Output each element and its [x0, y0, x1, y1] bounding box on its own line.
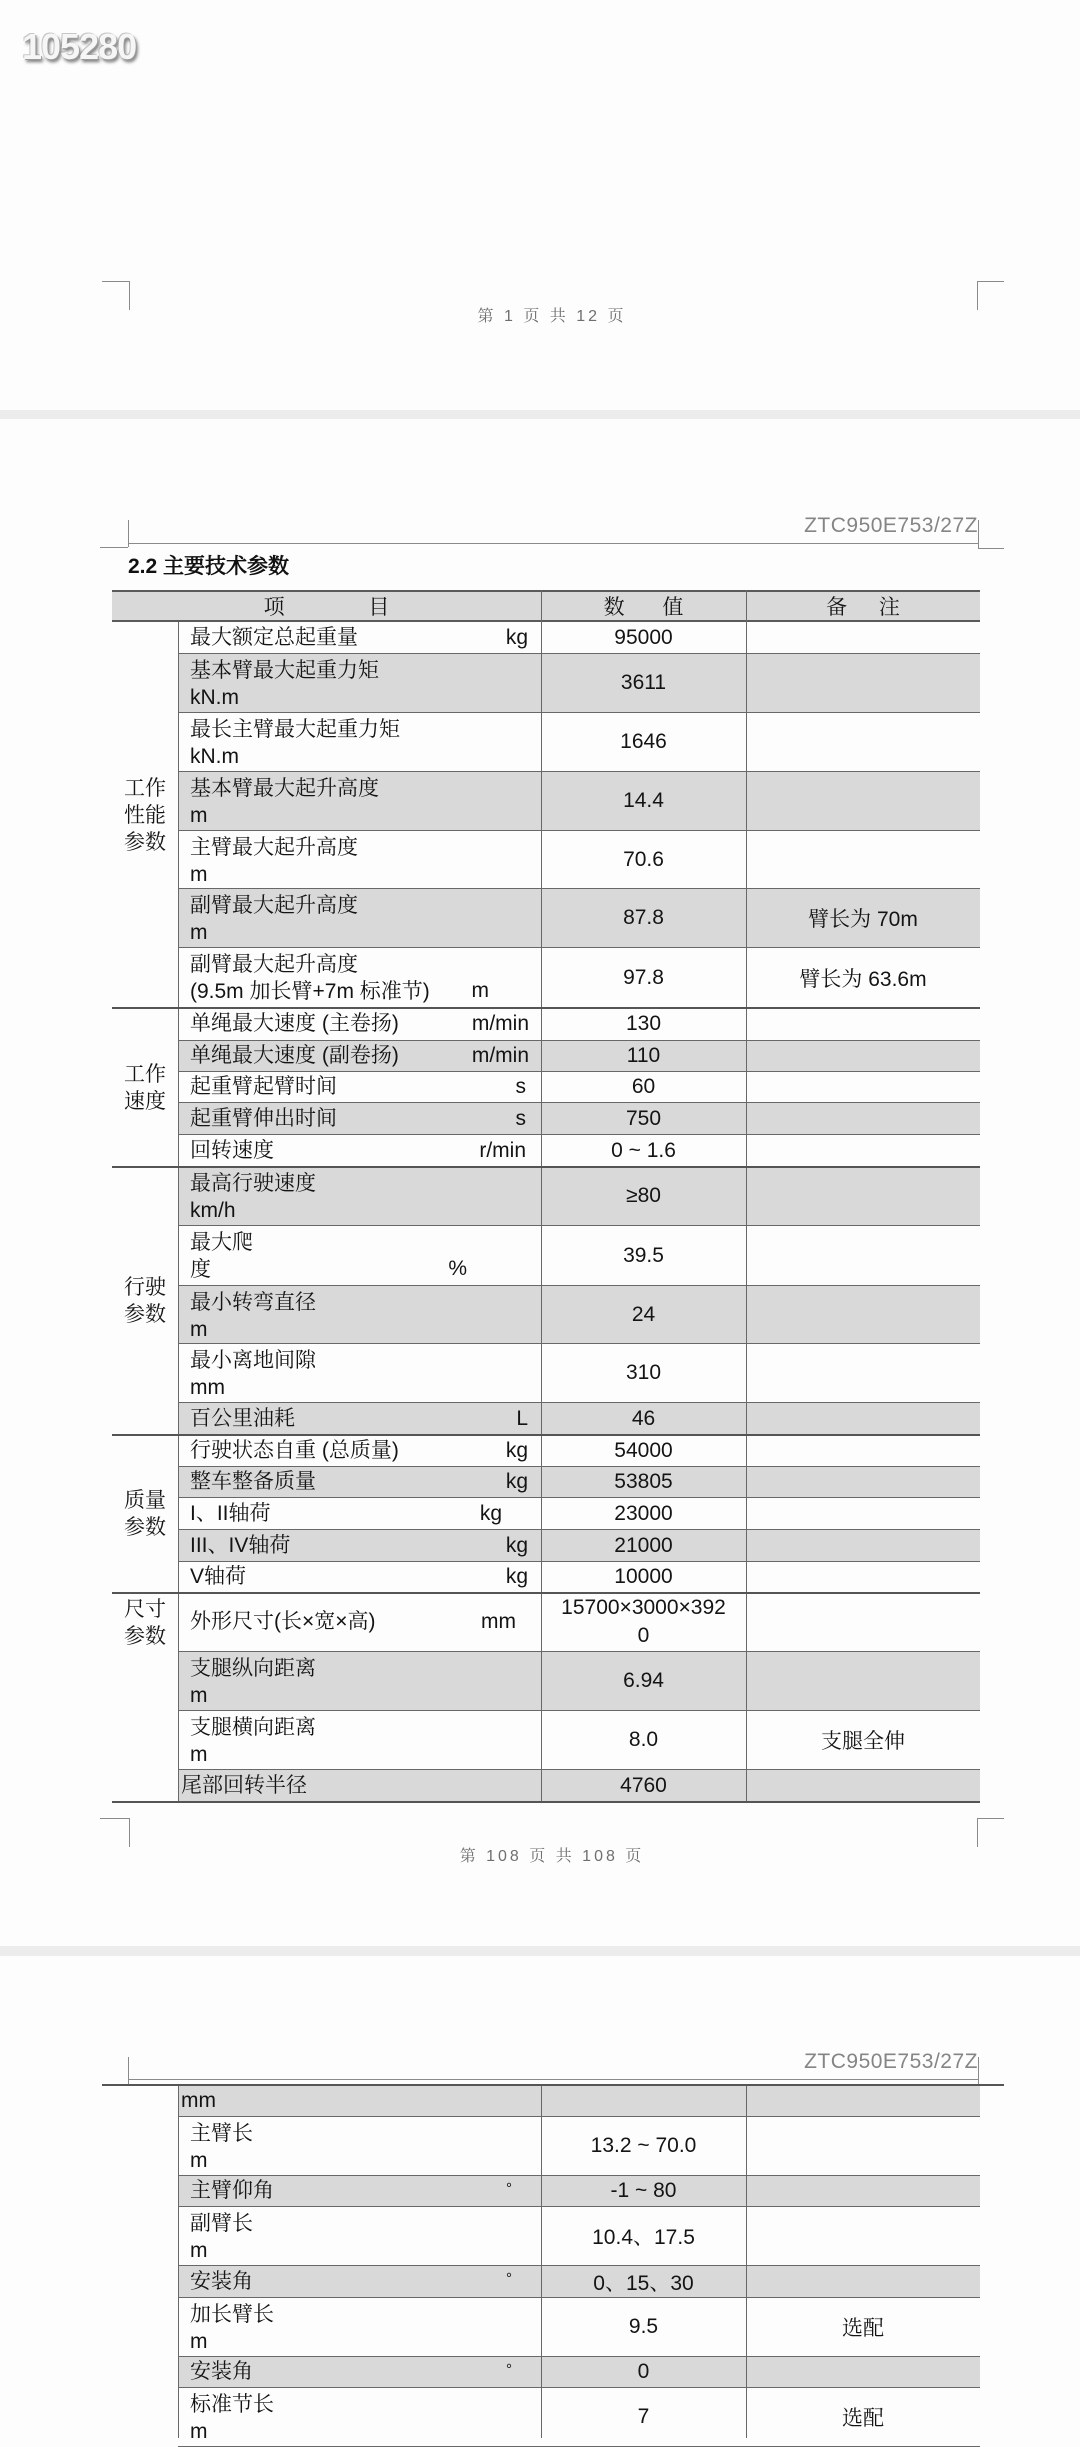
item-unit: m — [471, 979, 489, 1002]
crop-mark — [978, 520, 979, 548]
document-code: ZTC950E753/27Z — [804, 514, 978, 537]
item-unit: kg — [505, 1438, 528, 1462]
item-cell — [178, 1711, 541, 1769]
category-line: 参数 — [124, 830, 166, 854]
remark-cell — [746, 831, 980, 888]
item-cell — [178, 1652, 541, 1710]
value-cell: 46 — [631, 1406, 656, 1430]
item-unit: L — [516, 1406, 528, 1430]
item-name: 安装角 — [190, 2269, 253, 2293]
section-divider — [112, 1166, 980, 1168]
item-name: 最小转弯直径 — [190, 1291, 316, 1314]
value-cell: 95000 — [614, 625, 673, 649]
value-cell: -1 ~ 80 — [610, 2179, 677, 2202]
remark-cell: 选配 — [842, 2317, 884, 2340]
remark-cell — [746, 654, 980, 712]
item-unit: % — [448, 1257, 467, 1280]
item-name: 单绳最大速度 (副卷扬) — [190, 1044, 399, 1067]
page-separator — [0, 1946, 1080, 1956]
table-row — [178, 889, 980, 948]
item-unit: kN.m — [190, 745, 239, 768]
item-cell — [178, 1226, 541, 1285]
item-unit: m — [190, 2420, 208, 2443]
remark-cell — [746, 1467, 980, 1497]
section-divider — [112, 1592, 980, 1594]
value-cell: 8.0 — [628, 1728, 659, 1751]
category-work-speed — [112, 1008, 178, 1167]
value-cell: 310 — [625, 1361, 662, 1384]
item-name: 尾部回转半径 — [181, 1773, 307, 1797]
item-cell — [178, 1167, 541, 1225]
table-top-rule — [102, 2084, 1004, 2086]
value-cell: 1646 — [620, 730, 667, 753]
value-cell: 110 — [626, 1044, 661, 1067]
item-name: 安装角 — [190, 2360, 253, 2383]
item-name: 主臂长 — [190, 2122, 253, 2145]
page-footer: 第 1 页 共 12 页 — [477, 308, 627, 325]
document-code: ZTC950E753/27Z — [804, 2050, 978, 2073]
value-cell: 13.2 ~ 70.0 — [590, 2134, 697, 2157]
value-cell: 60 — [631, 1075, 656, 1098]
crop-mark — [128, 2057, 129, 2085]
value-cell: 0 — [637, 2360, 650, 2383]
item-unit: kN.m — [190, 686, 239, 709]
remark-cell — [746, 1593, 980, 1651]
table-row — [178, 713, 980, 772]
remark-cell — [746, 2117, 980, 2175]
table-row — [178, 1167, 980, 1226]
table-row — [178, 2266, 980, 2298]
item-unit: kg — [505, 625, 528, 649]
remark-cell — [746, 2357, 980, 2387]
item-name: 加长臂长 — [190, 2303, 274, 2326]
column-divider — [178, 622, 179, 1802]
watermark-number: 105280 — [22, 26, 137, 67]
category-line: 尺寸 — [124, 1597, 166, 1621]
item-unit: m — [190, 2330, 208, 2353]
value-cell: 24 — [631, 1302, 656, 1326]
item-unit: s — [515, 1106, 526, 1130]
value-cell: 54000 — [614, 1438, 673, 1462]
item-cell — [178, 654, 541, 712]
item-cell — [178, 1103, 541, 1134]
table-row — [178, 1286, 980, 1344]
item-cell — [178, 622, 541, 653]
item-cell — [178, 1344, 541, 1402]
value-cell: 10.4、17.5 — [592, 2226, 695, 2249]
item-cell — [178, 1403, 541, 1434]
item-unit: r/min — [479, 1138, 526, 1162]
table-row — [178, 1435, 980, 1467]
table-row — [178, 2357, 980, 2388]
item-unit: m/min — [471, 1012, 529, 1035]
remark-cell — [746, 622, 980, 653]
item-unit: m — [190, 804, 208, 827]
table-row — [178, 1498, 980, 1530]
item-name: 副臂最大起升高度 — [190, 894, 358, 917]
item-name: 副臂最大起升高度 — [190, 953, 358, 976]
category-dimensions — [112, 1593, 178, 1652]
item-unit: m — [190, 1743, 208, 1766]
item-unit: m — [190, 863, 208, 886]
table-row — [178, 1530, 980, 1562]
column-divider — [746, 2086, 747, 2438]
remark-cell — [746, 1530, 980, 1561]
item-unit: kg — [505, 1565, 528, 1588]
item-cell — [178, 2298, 541, 2356]
table-row — [178, 654, 980, 713]
item-unit: mm — [181, 2089, 216, 2112]
item-unit: kg — [505, 1470, 528, 1493]
value-cell: 0、15、30 — [593, 2271, 694, 2295]
item-cell — [178, 1562, 541, 1592]
item-cell — [178, 2117, 541, 2175]
table-row — [178, 948, 980, 1008]
category-line: 工作 — [124, 1062, 166, 1086]
item-unit: kg — [505, 1533, 528, 1557]
value-cell: 23000 — [614, 1501, 673, 1525]
value-cell: 10000 — [614, 1565, 673, 1588]
value-cell: 14.4 — [623, 789, 664, 812]
item-unit: km/h — [190, 1199, 236, 1222]
crop-mark — [977, 1818, 1004, 1819]
table-row — [178, 1467, 980, 1498]
value-cell: 87.8 — [623, 906, 664, 929]
column-divider — [746, 590, 747, 1802]
item-name: 最长主臂最大起重力矩 — [190, 718, 400, 741]
item-unit: m — [190, 921, 208, 944]
table-row — [178, 1403, 980, 1435]
value-cell: 97.8 — [623, 965, 664, 989]
category-line: 参数 — [124, 1303, 166, 1326]
item-cell — [178, 2086, 541, 2116]
remark-cell — [746, 2176, 980, 2206]
category-line: 工作 — [124, 776, 166, 800]
item-name: 基本臂最大起升高度 — [190, 777, 379, 800]
table-row — [178, 1008, 980, 1041]
item-cell — [178, 889, 541, 947]
item-name: 最小离地间隙 — [190, 1349, 316, 1372]
table-row — [178, 772, 980, 831]
crop-mark — [102, 281, 129, 282]
column-divider — [541, 590, 542, 1802]
item-name: III、IV轴荷 — [190, 1533, 291, 1557]
item-name: 回转速度 — [190, 1138, 274, 1162]
item-unit: m — [190, 1318, 208, 1341]
remark-cell — [746, 1652, 980, 1710]
page-footer: 第 108 页 共 108 页 — [459, 1848, 645, 1865]
item-cell — [178, 772, 541, 830]
value-cell — [541, 2086, 746, 2116]
remark-cell — [746, 1286, 980, 1343]
item-name: 支腿横向距离 — [190, 1716, 316, 1739]
value-cell: 0 ~ 1.6 — [611, 1138, 676, 1162]
value-cell: 4760 — [620, 1773, 667, 1797]
item-cell — [178, 2176, 541, 2206]
category-mass — [112, 1435, 178, 1593]
item-unit: m — [190, 2149, 208, 2172]
remark-cell — [746, 1498, 980, 1529]
item-unit: mm — [481, 1610, 516, 1633]
item-name: 整车整备质量 — [190, 1470, 316, 1493]
table-row — [178, 1344, 980, 1403]
table-row — [178, 622, 980, 654]
header-remark: 备 注 — [826, 596, 900, 619]
remark-cell — [746, 772, 980, 830]
item-cell — [178, 1435, 541, 1466]
value-cell: 21000 — [614, 1533, 673, 1557]
value-cell: 9.5 — [628, 2315, 659, 2338]
item-cell — [178, 713, 541, 771]
remark-cell: 支腿全伸 — [821, 1730, 905, 1753]
remark-cell — [746, 1041, 980, 1071]
table-row — [178, 1711, 980, 1770]
section-divider — [112, 1434, 980, 1436]
table-row — [178, 1103, 980, 1135]
crop-mark — [978, 2057, 979, 2085]
item-cell — [178, 2266, 541, 2297]
remark-cell — [746, 1226, 980, 1285]
item-unit: m — [190, 2239, 208, 2262]
table-row — [178, 2086, 980, 2117]
item-cell — [178, 948, 541, 1007]
table-row — [178, 2176, 980, 2207]
remark-cell — [746, 2086, 980, 2116]
remark-cell — [746, 1344, 980, 1402]
item-unit: mm — [190, 1376, 225, 1399]
item-name: 最高行驶速度 — [190, 1172, 316, 1195]
table-row — [178, 1135, 980, 1167]
remark-cell: 选配 — [842, 2407, 884, 2430]
header-item: 项 目 — [263, 596, 390, 619]
item-name: I、II轴荷 — [190, 1501, 271, 1525]
item-name: 百公里油耗 — [190, 1406, 295, 1430]
remark-cell — [746, 2207, 980, 2265]
remark-cell — [746, 1770, 980, 1801]
category-driving — [112, 1167, 178, 1435]
item-cell — [178, 1286, 541, 1343]
item-cell — [178, 1770, 541, 1801]
item-name-line2: 度 — [190, 1258, 211, 1281]
category-line: 行驶 — [124, 1276, 166, 1299]
category-line: 质量 — [124, 1489, 166, 1512]
remark-cell — [746, 1008, 980, 1040]
item-name-line2: (9.5m 加长臂+7m 标准节) — [190, 980, 430, 1003]
item-cell — [178, 1135, 541, 1166]
category-line: 参数 — [124, 1624, 166, 1648]
category-work-performance — [112, 622, 178, 1008]
table-row — [178, 1593, 980, 1652]
table-row — [178, 2207, 980, 2266]
remark-cell — [746, 1435, 980, 1466]
item-name: 起重臂起臂时间 — [190, 1075, 337, 1098]
value-text: 15700×3000×3920 — [561, 1596, 726, 1647]
item-name: 主臂仰角 — [190, 2179, 274, 2202]
item-cell — [178, 1593, 541, 1651]
table-row — [178, 1226, 980, 1286]
remark-cell — [746, 2266, 980, 2297]
item-cell — [178, 1008, 541, 1040]
table-row — [178, 2117, 980, 2176]
section-title: 2.2 主要技术参数 — [128, 555, 290, 578]
value-cell: 53805 — [614, 1470, 673, 1493]
table-row — [178, 1041, 980, 1072]
value-cell: 3611 — [620, 671, 667, 694]
table-row — [178, 1652, 980, 1711]
category-line: 速度 — [124, 1089, 166, 1113]
header-value: 数 值 — [603, 596, 684, 619]
item-unit: m — [190, 1684, 208, 1707]
table-bottom-rule — [112, 1801, 980, 1803]
item-cell — [178, 1041, 541, 1071]
value-cell: 6.94 — [623, 1669, 664, 1692]
item-unit: kg — [479, 1501, 502, 1525]
table-row — [178, 2388, 980, 2447]
item-cell — [178, 1467, 541, 1497]
crop-mark — [100, 547, 128, 548]
item-name: 单绳最大速度 (主卷扬) — [190, 1012, 399, 1035]
item-name: 主臂最大起升高度 — [190, 836, 358, 859]
item-cell — [178, 2357, 541, 2387]
category-line: 性能 — [124, 803, 166, 827]
value-cell: 39.5 — [623, 1243, 664, 1267]
item-name: 副臂长 — [190, 2212, 253, 2235]
page-separator — [0, 410, 1080, 419]
item-name: 最大爬 — [190, 1231, 253, 1254]
item-unit: s — [515, 1075, 526, 1098]
table-row — [178, 1072, 980, 1103]
item-unit: m/min — [471, 1044, 529, 1067]
header-rule — [128, 2079, 978, 2080]
value-cell: 130 — [625, 1012, 662, 1035]
remark-cell — [746, 1562, 980, 1592]
column-divider — [178, 2086, 179, 2438]
item-name: 起重臂伸出时间 — [190, 1106, 337, 1130]
table-header — [112, 590, 980, 622]
item-name: 最大额定总起重量 — [190, 625, 358, 649]
value-cell: 7 — [637, 2405, 650, 2428]
value-cell — [541, 1593, 746, 1651]
item-cell — [178, 2388, 541, 2446]
item-cell — [178, 1530, 541, 1561]
value-cell: 750 — [625, 1106, 662, 1130]
item-name: V轴荷 — [190, 1565, 247, 1588]
item-name: 行驶状态自重 (总质量) — [190, 1438, 399, 1462]
item-name: 基本臂最大起重力矩 — [190, 659, 379, 682]
item-cell — [178, 1498, 541, 1529]
remark-cell — [746, 1135, 980, 1166]
remark-cell — [746, 713, 980, 771]
crop-mark — [100, 1818, 129, 1819]
remark-cell — [746, 1072, 980, 1102]
item-cell — [178, 2207, 541, 2265]
item-name: 支腿纵向距离 — [190, 1657, 316, 1680]
table-row — [178, 1562, 980, 1593]
category-line: 参数 — [124, 1516, 166, 1539]
table-row — [178, 2298, 980, 2357]
item-cell — [178, 1072, 541, 1102]
degree-unit: ° — [506, 2361, 512, 2378]
item-name: 外形尺寸(长×宽×高) — [190, 1610, 376, 1633]
item-cell — [178, 831, 541, 888]
crop-mark — [978, 548, 1004, 549]
crop-mark — [977, 281, 1004, 282]
table-row — [178, 831, 980, 889]
degree-unit: ° — [506, 2270, 512, 2287]
table-row — [178, 1770, 980, 1802]
value-cell: ≥80 — [626, 1184, 661, 1207]
remark-cell: 臂长为 70m — [808, 908, 918, 931]
remark-cell — [746, 1103, 980, 1134]
degree-unit: ° — [506, 2180, 512, 2197]
remark-cell — [746, 1403, 980, 1434]
column-divider — [541, 2086, 542, 2438]
header-rule — [128, 543, 978, 544]
remark-cell — [746, 1167, 980, 1225]
remark-cell: 臂长为 63.6m — [799, 967, 927, 991]
item-name: 标准节长 — [190, 2393, 274, 2416]
section-divider — [112, 1007, 980, 1009]
value-cell: 70.6 — [623, 847, 664, 871]
